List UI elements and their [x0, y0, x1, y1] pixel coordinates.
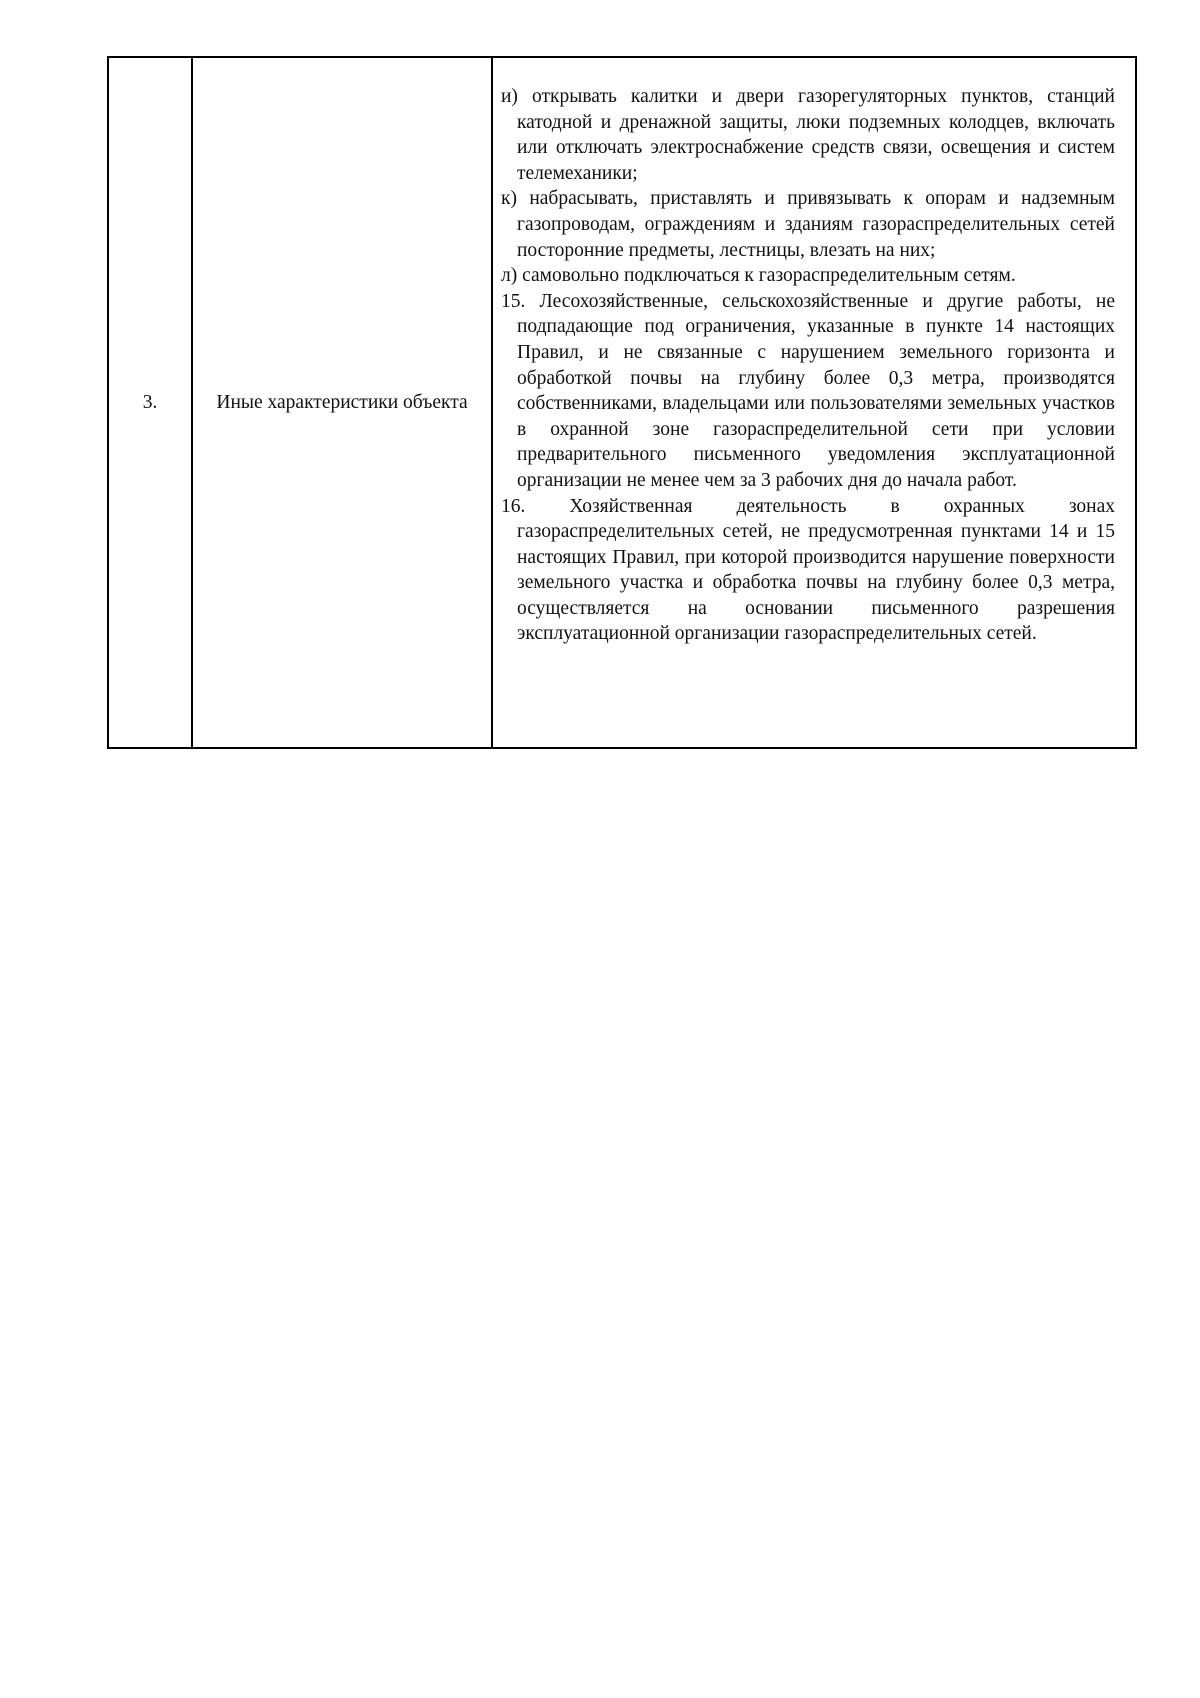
- row-content-cell: [492, 57, 1136, 748]
- paragraph-15: 15. Лесохозяйственные, сельскохозяйственные и другие работы, не подпадающие под ограничения, указанные в пункте 14 настоящих Правил, и не связанные с нарушением земельного горизонта и обработкой почвы на глубину более 0,3 метра, производятся собственниками, владельцами или пользователями земельных участков в охранной зоне газораспределительной сети при условии предварительного письменного уведомления эксплуатационной организации не менее чем за 3 рабочих дня до начала работ.: [501, 290, 1115, 491]
- row-name: Иные характеристики объекта: [216, 391, 468, 413]
- table-row: [108, 57, 1136, 748]
- paragraph-k: к) набрасывать, приставлять и привязывать к опорам и надземным газопроводам, ограждениям и зданиям газораспределительных сетей посторонние предметы, лестницы, влезать на них;: [501, 188, 1115, 261]
- paragraph-16: 16. Хозяйственная деятельность в охранных зонах газораспределительных сетей, не предусмотренная пунктами 14 и 15 настоящих Правил, при которой производится нарушение поверхности земельного участка и обработка почвы на глубину более 0,3 метра, осуществляется на основании письменного разрешения эксплуатационной организации газораспределительных сетей.: [501, 495, 1115, 645]
- row-name-cell: [192, 57, 492, 748]
- row-number: 3.: [142, 391, 158, 413]
- row-number-cell: [108, 57, 192, 748]
- characteristics-table: [107, 56, 1137, 749]
- paragraph-i: и) открывать калитки и двери газорегуляторных пунктов, станций катодной и дренажной защиты, люки подземных колодцев, включать или отключать электроснабжение средств связи, освещения и систем телемеханики;: [501, 86, 1115, 184]
- paragraph-l: л) самовольно подключаться к газораспределительным сетям.: [501, 265, 1016, 287]
